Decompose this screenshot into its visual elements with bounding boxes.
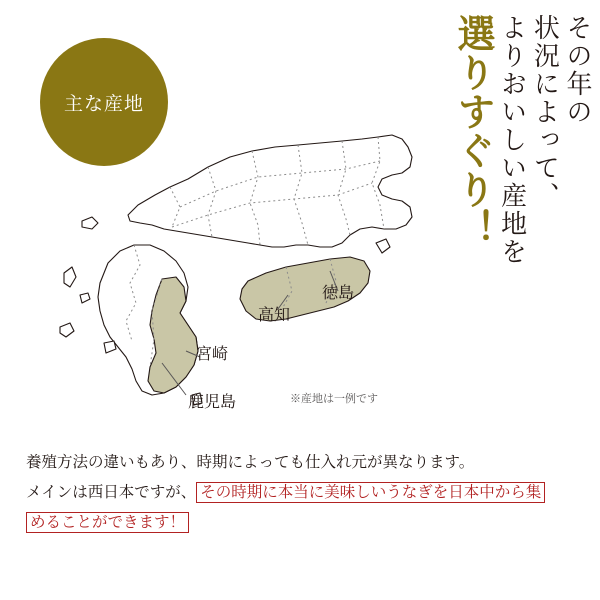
- headline-col-2: 状況によって、: [530, 14, 560, 210]
- island-awaji: [376, 239, 390, 253]
- honshu-outline: [128, 135, 412, 247]
- region-label-miyazaki: 宮崎: [196, 346, 229, 363]
- description-highlight-1: その時期に本当に美味しいうなぎを日本中から集: [196, 482, 545, 503]
- region-label-kochi: 高知: [258, 307, 291, 324]
- region-label-kagoshima: 鹿児島: [188, 394, 237, 411]
- description-block: [26, 448, 574, 539]
- headline-col-1: その年の: [563, 14, 592, 126]
- headline-col-3: よりおいしい産地を: [497, 14, 527, 266]
- description-line-2: [26, 478, 574, 508]
- map-note: ※産地は一例です: [290, 393, 378, 405]
- island-goto: [60, 323, 74, 337]
- headline: [449, 14, 592, 414]
- description-line-1: 養殖方法の違いもあり、時期によっても仕入れ元が異なります。: [26, 454, 475, 471]
- region-label-tokushima: 徳島: [322, 285, 355, 302]
- island-iki: [80, 293, 90, 303]
- island-tsushima: [64, 267, 76, 287]
- description-highlight-2: めることができます！: [26, 512, 189, 533]
- island-amakusa: [104, 341, 116, 353]
- description-line-2-plain: メインは西日本ですが、: [26, 484, 197, 502]
- headline-accent: 選りすぐり！: [450, 14, 493, 248]
- description-line-3: [26, 508, 574, 538]
- badge-label: 主な産地: [63, 93, 144, 115]
- island-oki: [82, 217, 98, 229]
- main-production-area-badge: [40, 38, 168, 166]
